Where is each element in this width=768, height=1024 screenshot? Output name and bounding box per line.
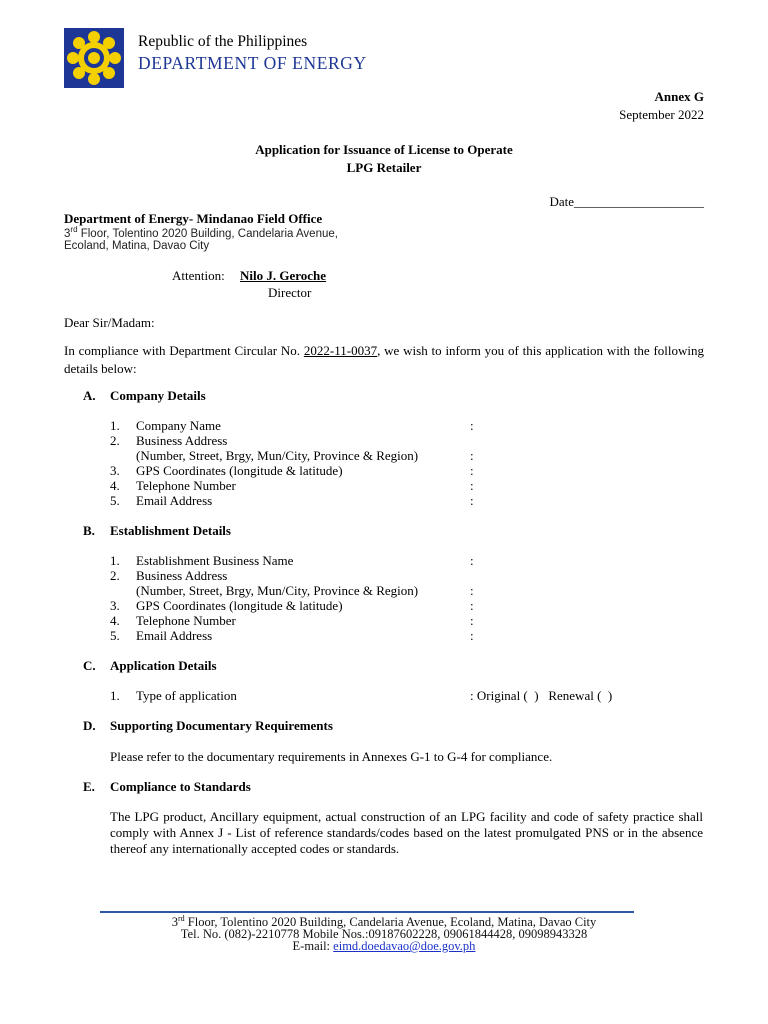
gps-field[interactable]: : (470, 463, 474, 478)
telephone-field[interactable]: : (470, 478, 474, 493)
establishment-email-field[interactable]: : (470, 628, 474, 643)
footer-address: 3rd Floor, Tolentino 2020 Building, Candelaria Avenue, Ecoland, Matina, Davao City (171, 913, 597, 929)
establishment-address-label: Business Address (136, 568, 228, 583)
intro-paragraph: In compliance with Department Circular No. 2022-11-0037, we wish to inform you of this application with the following details below: (64, 343, 704, 376)
establishment-name-field[interactable]: : (470, 553, 474, 568)
establishment-address-hint: (Number, Street, Brgy, Mun/City, Province & Region) (136, 583, 419, 598)
business-address-hint: (Number, Street, Brgy, Mun/City, Province & Region) (136, 448, 419, 463)
date-blank: ____________________ (574, 194, 704, 209)
email-field[interactable]: : (470, 493, 474, 508)
document-subtitle: LPG Retailer (346, 160, 422, 175)
company-name-label: Company Name (136, 418, 221, 433)
attention-label: Attention: (172, 268, 225, 283)
attention-name: Nilo J. Geroche (240, 268, 327, 283)
business-address-label: Business Address (136, 433, 228, 448)
footer-email: E-mail: eimd.doedavao@doe.gov.ph (292, 939, 476, 953)
establishment-telephone-field[interactable]: : (470, 613, 474, 628)
footer-email-link[interactable]: eimd.doedavao@doe.gov.ph (333, 939, 476, 953)
establishment-email-label: Email Address (136, 628, 213, 643)
recipient-address-line2: Ecoland, Matina, Davao City (64, 240, 210, 252)
establishment-gps-label: GPS Coordinates (longitude & latitude) (136, 598, 343, 613)
section-b-heading: B. Establishment Details (83, 523, 231, 538)
footer-phones: Tel. No. (082)-2210778 Mobile Nos.:09187602228, 09061844428, 09098943328 (180, 927, 588, 941)
email-label: Email Address (136, 493, 213, 508)
establishment-telephone-label: Telephone Number (136, 613, 236, 628)
recipient-address-line1: 3rd Floor, Tolentino 2020 Building, Candelaria Avenue, (64, 225, 338, 240)
annex-date: September 2022 (619, 107, 704, 122)
document-title: Application for Issuance of License to Operate (255, 142, 513, 157)
company-name-field[interactable]: : (470, 418, 474, 433)
section-e-text: The LPG product, Ancillary equipment, actual construction of an LPG facility and code of safety practice shall comply with Annex J - List of reference standards/codes based on the latest promulgated PNS or in the absence thereof any internationally accepted codes or standards. (110, 809, 703, 856)
telephone-label: Telephone Number (136, 478, 236, 493)
section-e-heading: E. Compliance to Standards (83, 779, 251, 794)
department-heading: DEPARTMENT OF ENERGY (138, 53, 367, 73)
establishment-address-field[interactable]: : (470, 583, 474, 598)
section-d-text: Please refer to the documentary requirements in Annexes G-1 to G-4 for compliance. (110, 749, 553, 764)
footer-divider (100, 911, 634, 913)
establishment-name-label: Establishment Business Name (136, 553, 294, 568)
date-field[interactable] (549, 194, 704, 210)
attention-title: Director (268, 285, 312, 300)
doe-logo (64, 28, 124, 88)
section-d-heading: D. Supporting Documentary Requirements (83, 718, 333, 733)
business-address-field[interactable]: : (470, 448, 474, 463)
gps-label: GPS Coordinates (longitude & latitude) (136, 463, 343, 478)
annex-label: Annex G (654, 89, 704, 104)
sun-seal-icon (64, 28, 124, 88)
date-label: Date (549, 194, 574, 209)
application-type-options[interactable]: : Original ( ) Renewal ( ) (470, 688, 613, 703)
circular-number: 2022-11-0037 (303, 343, 378, 358)
establishment-gps-field[interactable]: : (470, 598, 474, 613)
application-type-label: Type of application (136, 688, 237, 703)
salutation: Dear Sir/Madam: (64, 315, 155, 330)
recipient-office: Department of Energy- Mindanao Field Office (64, 211, 323, 226)
section-c-heading: C. Application Details (83, 658, 217, 673)
republic-heading: Republic of the Philippines (138, 33, 308, 50)
section-a-heading: A. Company Details (83, 388, 206, 403)
